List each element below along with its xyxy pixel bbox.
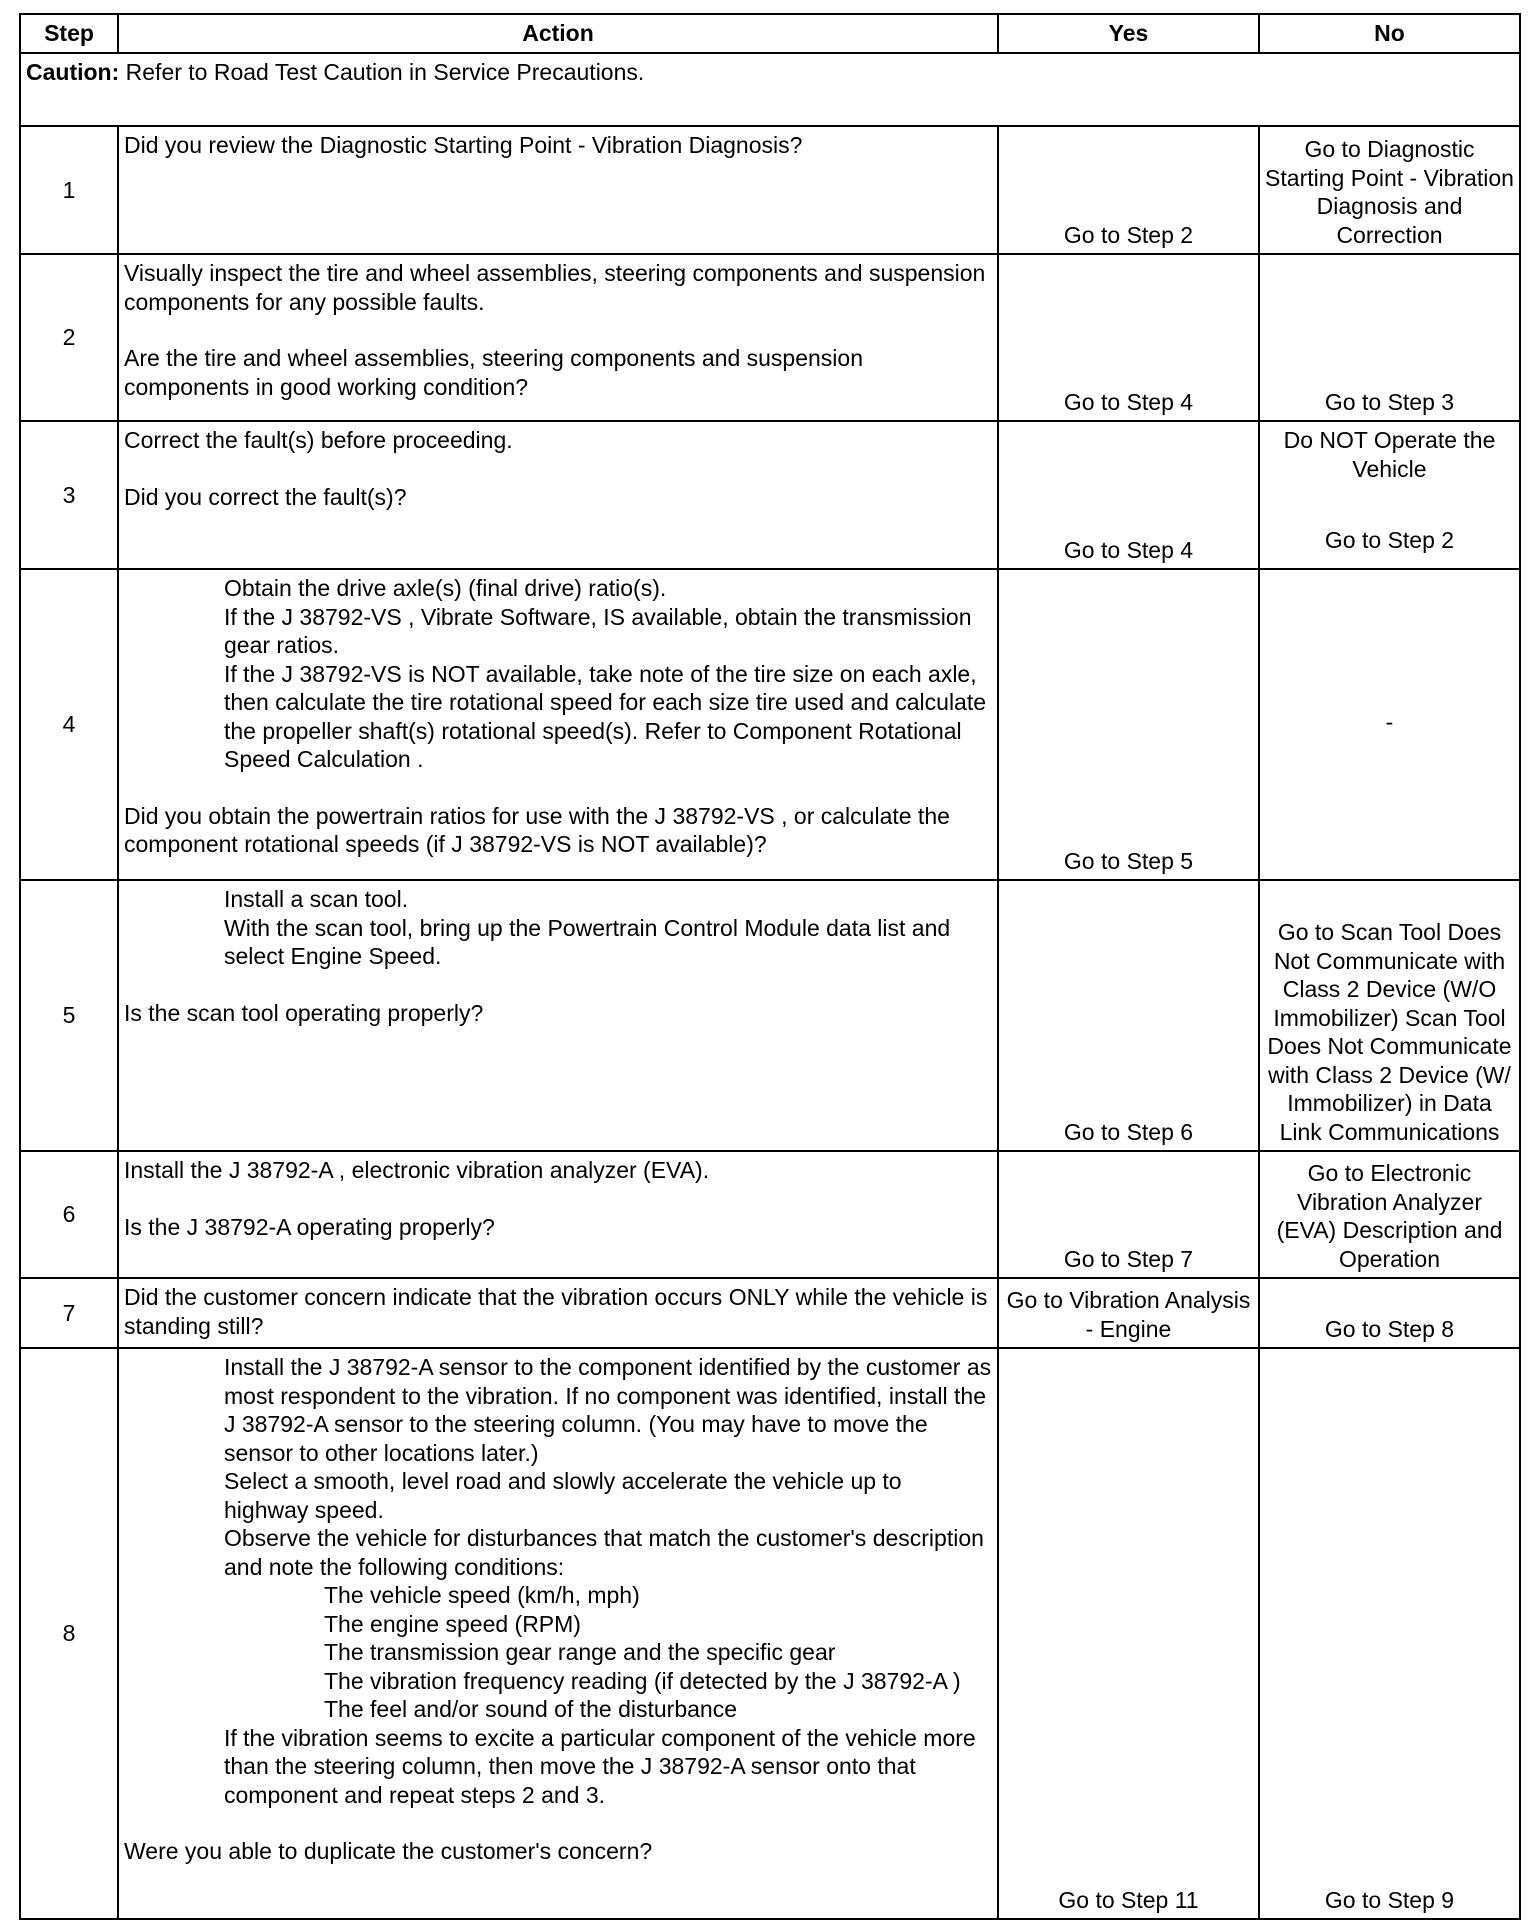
- table-row: [20, 421, 1520, 569]
- no-cell[interactable]: [1259, 421, 1520, 569]
- step-number: 3: [20, 421, 118, 569]
- caution-label: Caution:: [26, 59, 120, 85]
- step-number: 4: [20, 569, 118, 880]
- header-action: Action: [118, 14, 998, 53]
- yes-cell[interactable]: Go to Step 4: [998, 254, 1259, 421]
- no-cell[interactable]: Go to Scan Tool Does Not Communicate with Class 2 Device (W/O Immobilizer) Scan Tool Does Not Communicate with Class 2 Device (W/ Immobilizer) in Data Link Communications: [1259, 880, 1520, 1151]
- yes-cell[interactable]: Go to Step 2: [998, 126, 1259, 254]
- action-question: Are the tire and wheel assemblies, steering components and suspension components in good working condition?: [124, 345, 863, 400]
- action-question: Did you obtain the powertrain ratios for use with the J 38792-VS , or calculate the component rotational speeds (if J 38792-VS is NOT available)?: [124, 802, 950, 857]
- condition-item: The feel and/or sound of the disturbance: [324, 1696, 738, 1722]
- diagnostic-table: [19, 13, 1521, 1920]
- action-cell: [118, 1151, 998, 1278]
- action-question: Were you able to duplicate the customer's concern?: [124, 1838, 653, 1864]
- action-cell: [118, 880, 998, 1151]
- action-cell: [118, 421, 998, 569]
- yes-cell[interactable]: Go to Vibration Analysis - Engine: [998, 1278, 1259, 1348]
- header-row: [20, 14, 1520, 53]
- condition-item: The vibration frequency reading (if detected by the J 38792-A ): [324, 1667, 961, 1694]
- yes-cell[interactable]: Go to Step 7: [998, 1151, 1259, 1278]
- action-text: If the J 38792-VS , Vibrate Software, IS available, obtain the transmission gear ratios.: [224, 603, 972, 658]
- table-row: [20, 1348, 1520, 1919]
- yes-cell[interactable]: Go to Step 5: [998, 569, 1259, 880]
- action-text: Observe the vehicle for disturbances that match the customer's description and note the following conditions:: [224, 1525, 984, 1580]
- header-yes: Yes: [998, 14, 1259, 53]
- diagnostic-table-sheet: [19, 13, 1519, 1920]
- condition-item: The engine speed (RPM): [324, 1610, 581, 1637]
- step-number: 6: [20, 1151, 118, 1278]
- no-cell[interactable]: Go to Step 8: [1259, 1278, 1520, 1348]
- header-step: Step: [20, 14, 118, 53]
- action-text: Visually inspect the tire and wheel assemblies, steering components and suspension components for any possible faults.: [124, 260, 986, 315]
- action-cell: [118, 1348, 998, 1919]
- no-warning: Do NOT Operate the Vehicle: [1283, 427, 1496, 482]
- action-cell: [118, 254, 998, 421]
- step-number: 2: [20, 254, 118, 421]
- action-question: Is the scan tool operating properly?: [124, 999, 484, 1026]
- table-row: [20, 880, 1520, 1151]
- caution-cell: [20, 53, 1520, 126]
- no-cell[interactable]: Go to Electronic Vibration Analyzer (EVA) Description and Operation: [1259, 1151, 1520, 1278]
- action-text: Install the J 38792-A sensor to the component identified by the customer as most respondent to the vibration. If no component was identified, install the J 38792-A sensor to the steering column. (You may have to move the sensor to other locations later.): [224, 1354, 992, 1466]
- action-text: Select a smooth, level road and slowly accelerate the vehicle up to highway speed.: [224, 1468, 902, 1523]
- action-text: If the J 38792-VS is NOT available, take note of the tire size on each axle, then calculate the tire rotational speed for each size tire used and calculate the propeller shaft(s) rotational speed(s). Refer to Component Rotational Speed Calculation .: [224, 660, 987, 772]
- table-row: [20, 1278, 1520, 1348]
- action-text: Install a scan tool.: [224, 886, 409, 912]
- action-text: With the scan tool, bring up the Powertrain Control Module data list and select Engine Speed.: [224, 914, 951, 969]
- no-cell[interactable]: Go to Diagnostic Starting Point - Vibration Diagnosis and Correction: [1259, 126, 1520, 254]
- action-question: Did you correct the fault(s)?: [124, 483, 407, 510]
- caution-text: Refer to Road Test Caution in Service Precautions.: [119, 59, 645, 85]
- table-row: [20, 569, 1520, 880]
- action-cell: [118, 569, 998, 880]
- action-text: If the vibration seems to excite a particular component of the vehicle more than the steering column, then move the J 38792-A sensor onto that component and repeat steps 2 and 3.: [224, 1724, 976, 1808]
- step-number: 5: [20, 880, 118, 1151]
- yes-cell[interactable]: Go to Step 6: [998, 880, 1259, 1151]
- no-cell[interactable]: Go to Step 3: [1259, 254, 1520, 421]
- action-cell: [118, 1278, 998, 1348]
- caution-row: [20, 53, 1520, 126]
- table-row: [20, 126, 1520, 254]
- table-row: [20, 254, 1520, 421]
- condition-item: The transmission gear range and the specific gear: [324, 1639, 836, 1665]
- step-number: 7: [20, 1278, 118, 1348]
- condition-item: The vehicle speed (km/h, mph): [324, 1582, 640, 1608]
- step-number: 1: [20, 126, 118, 254]
- yes-cell[interactable]: Go to Step 11: [998, 1348, 1259, 1919]
- step-number: 8: [20, 1348, 118, 1919]
- action-question: Did the customer concern indicate that the vibration occurs ONLY while the vehicle is standing still?: [124, 1284, 988, 1339]
- table-row: [20, 1151, 1520, 1278]
- action-text: Correct the fault(s) before proceeding.: [124, 427, 513, 453]
- action-text: Obtain the drive axle(s) (final drive) ratio(s).: [224, 575, 667, 601]
- no-cell: -: [1259, 569, 1520, 880]
- action-cell: [118, 126, 998, 254]
- no-cell[interactable]: Go to Step 9: [1259, 1348, 1520, 1919]
- no-goto[interactable]: Go to Step 2: [1324, 526, 1455, 553]
- header-no: No: [1259, 14, 1520, 53]
- action-text: Install the J 38792-A , electronic vibration analyzer (EVA).: [124, 1157, 710, 1183]
- yes-cell[interactable]: Go to Step 4: [998, 421, 1259, 569]
- action-text: Did you review the Diagnostic Starting Point - Vibration Diagnosis?: [124, 132, 803, 158]
- action-question: Is the J 38792-A operating properly?: [124, 1213, 495, 1240]
